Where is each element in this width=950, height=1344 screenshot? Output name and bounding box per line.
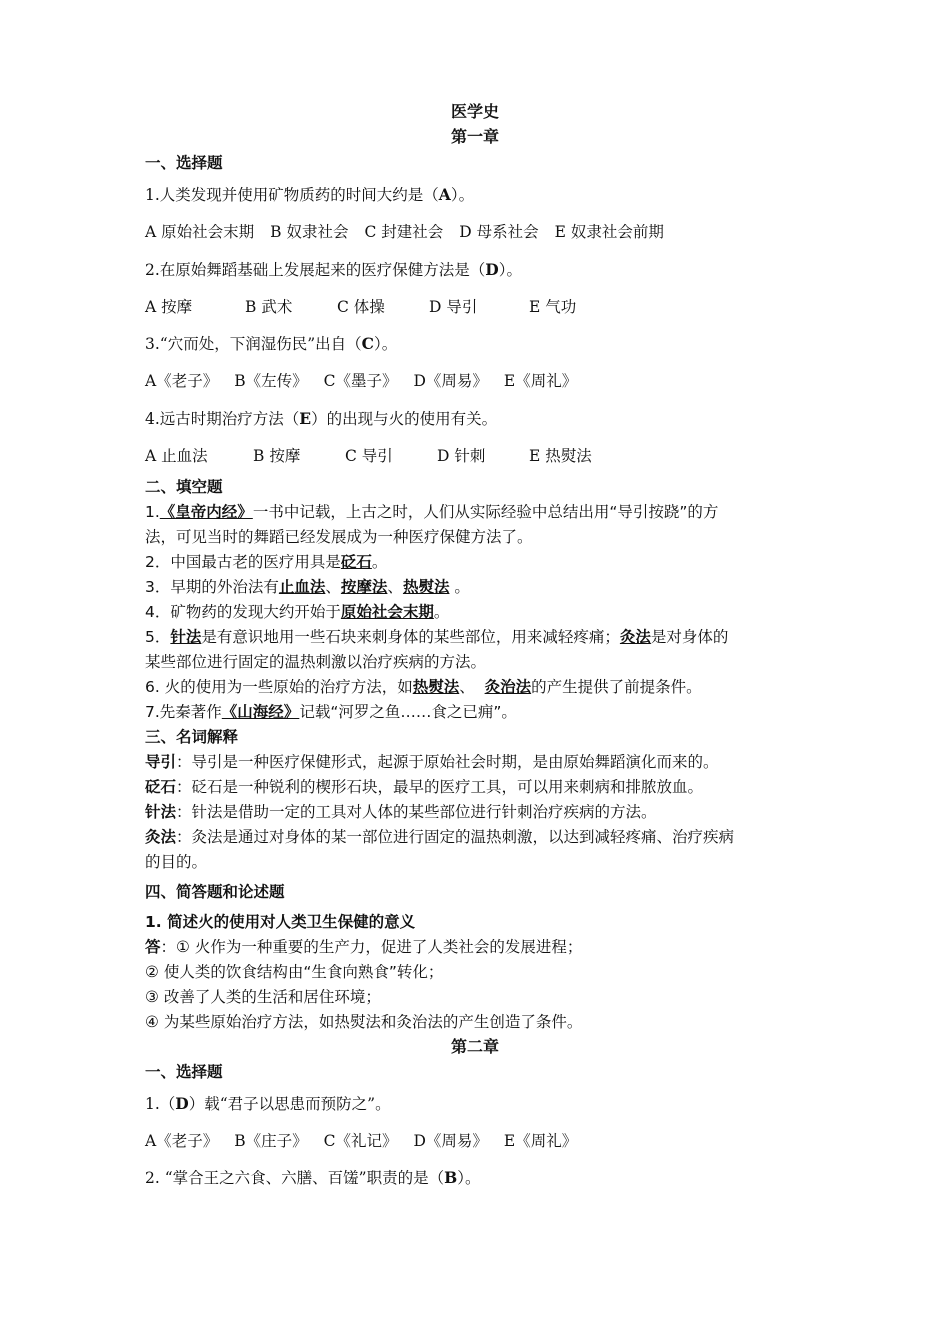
term-label: 针法 <box>145 803 177 821</box>
ch2-q1-stem: 1.（D）载“君子以思患而预防之”。 <box>145 1094 391 1113</box>
fill-blank: 《皇帝内经》 <box>159 503 253 521</box>
ch1-q4-stem: 4.远古时期治疗方法（E）的出现与火的使用有关。 <box>145 409 498 428</box>
fill-item-1: 1.《皇帝内经》一书中记载，上古之时，人们从实际经验中总结出用“导引按跷”的方 <box>145 503 719 521</box>
essay-answer-point-3: ③ 改善了人类的生活和居住环境； <box>145 988 381 1006</box>
term-label: 灸法 <box>145 828 177 846</box>
answer: E <box>299 409 312 428</box>
fill-item-6: 6. 火的使用为一些原始的治疗方法，如热熨法、 灸治法的产生提供了前提条件。 <box>145 678 702 696</box>
ch1-q1-stem: 1.人类发现并使用矿物质药的时间大约是（A）。 <box>145 185 475 204</box>
fill-item-2: 2．中国最古老的医疗用具是砭石。 <box>145 553 388 571</box>
fill-item-7: 7.先秦著作《山海经》记载“河罗之鱼……食之已痈”。 <box>145 703 517 721</box>
answer: B <box>444 1168 458 1187</box>
fill-item-3: 3．早期的外治法有止血法、按摩法、热熨法 。 <box>145 578 470 596</box>
essay-answer-point-2: ② 使人类的饮食结构由“生食向熟食”转化； <box>145 963 444 981</box>
fill-blank: 灸治法 <box>484 678 532 696</box>
fill-blank: 按摩法 <box>340 578 388 596</box>
term-4: 灸法：灸法是通过对身体的某一部位进行固定的温热刺激，以达到减轻疼痛、治疗疾病 <box>145 828 735 846</box>
fill-blank: 热熨法 <box>412 678 460 696</box>
fill-blank: 《山海经》 <box>221 703 300 721</box>
chapter-2-heading: 第二章 <box>450 1037 499 1056</box>
ch1-q4-options: A 止血法 B 按摩 C 导引 D 针刺 E 热熨法 <box>145 447 592 465</box>
fill-item-5: 5．针法是有意识地用一些石块来刺身体的某些部位，用来减轻疼痛；灸法是对身体的 <box>145 628 729 646</box>
term-4-cont: 的目的。 <box>145 853 208 871</box>
ch2-q1-options: A《老子》 B《庄子》 C《礼记》 D《周易》 E《周礼》 <box>145 1132 578 1150</box>
term-2: 砭石：砭石是一种锐利的楔形石块，最早的医疗工具，可以用来刺病和排脓放血。 <box>145 778 704 796</box>
fill-blank: 止血法 <box>278 578 326 596</box>
fill-blank: 热熨法 <box>402 578 450 596</box>
ch1-q3-stem: 3.“穴而处，下润湿伤民”出自（C）。 <box>145 334 398 353</box>
ch1-q1-options: A 原始社会末期 B 奴隶社会 C 封建社会 D 母系社会 E 奴隶社会前期 <box>145 223 664 241</box>
essay-question-1: 1. 简述火的使用对人类卫生保健的意义 <box>145 913 416 931</box>
term-label: 砭石 <box>145 778 177 796</box>
term-3: 针法：针法是借助一定的工具对人体的某些部位进行针刺治疗疾病的方法。 <box>145 803 657 821</box>
term-1: 导引：导引是一种医疗保健形式，起源于原始社会时期，是由原始舞蹈演化而来的。 <box>145 753 719 771</box>
ch1-section-essay-heading: 四、简答题和论述题 <box>145 883 285 901</box>
ch1-section-choice-heading: 一、选择题 <box>145 154 223 172</box>
answer: D <box>485 260 499 279</box>
fill-item-1-cont: 法，可见当时的舞蹈已经发展成为一种医疗保健方法了。 <box>145 528 533 546</box>
document-title: 医学史 <box>450 102 499 121</box>
ch2-section-choice-heading: 一、选择题 <box>145 1063 223 1081</box>
ch1-section-terms-heading: 三、名词解释 <box>145 728 239 746</box>
fill-blank: 灸法 <box>619 628 651 646</box>
ch1-q2-stem: 2.在原始舞蹈基础上发展起来的医疗保健方法是（D）。 <box>145 260 523 279</box>
fill-blank: 针法 <box>170 628 202 646</box>
answer: C <box>361 334 374 353</box>
ch1-section-fill-heading: 二、填空题 <box>145 478 223 496</box>
answer-label: 答 <box>145 938 161 956</box>
fill-blank: 原始社会末期 <box>340 603 434 621</box>
essay-answer-point-1: 答：① 火作为一种重要的生产力，促进了人类社会的发展进程； <box>145 938 583 956</box>
ch1-q3-options: A《老子》 B《左传》 C《墨子》 D《周易》 E《周礼》 <box>145 372 578 390</box>
chapter-1-heading: 第一章 <box>450 127 499 146</box>
ch1-q2-options: A 按摩 B 武术 C 体操 D 导引 E 气功 <box>145 298 577 316</box>
fill-item-5-cont: 某些部位进行固定的温热刺激以治疗疾病的方法。 <box>145 653 487 671</box>
term-label: 导引 <box>145 753 177 771</box>
ch2-q2-stem: 2. “掌合王之六食、六膳、百馐”职责的是（B）。 <box>145 1168 481 1187</box>
answer: D <box>175 1094 189 1113</box>
fill-blank: 砭石 <box>340 553 372 571</box>
essay-answer-point-4: ④ 为某些原始治疗方法，如热熨法和灸治法的产生创造了条件。 <box>145 1013 583 1031</box>
fill-item-4: 4．矿物药的发现大约开始于原始社会末期。 <box>145 603 450 621</box>
answer: A <box>438 185 451 204</box>
